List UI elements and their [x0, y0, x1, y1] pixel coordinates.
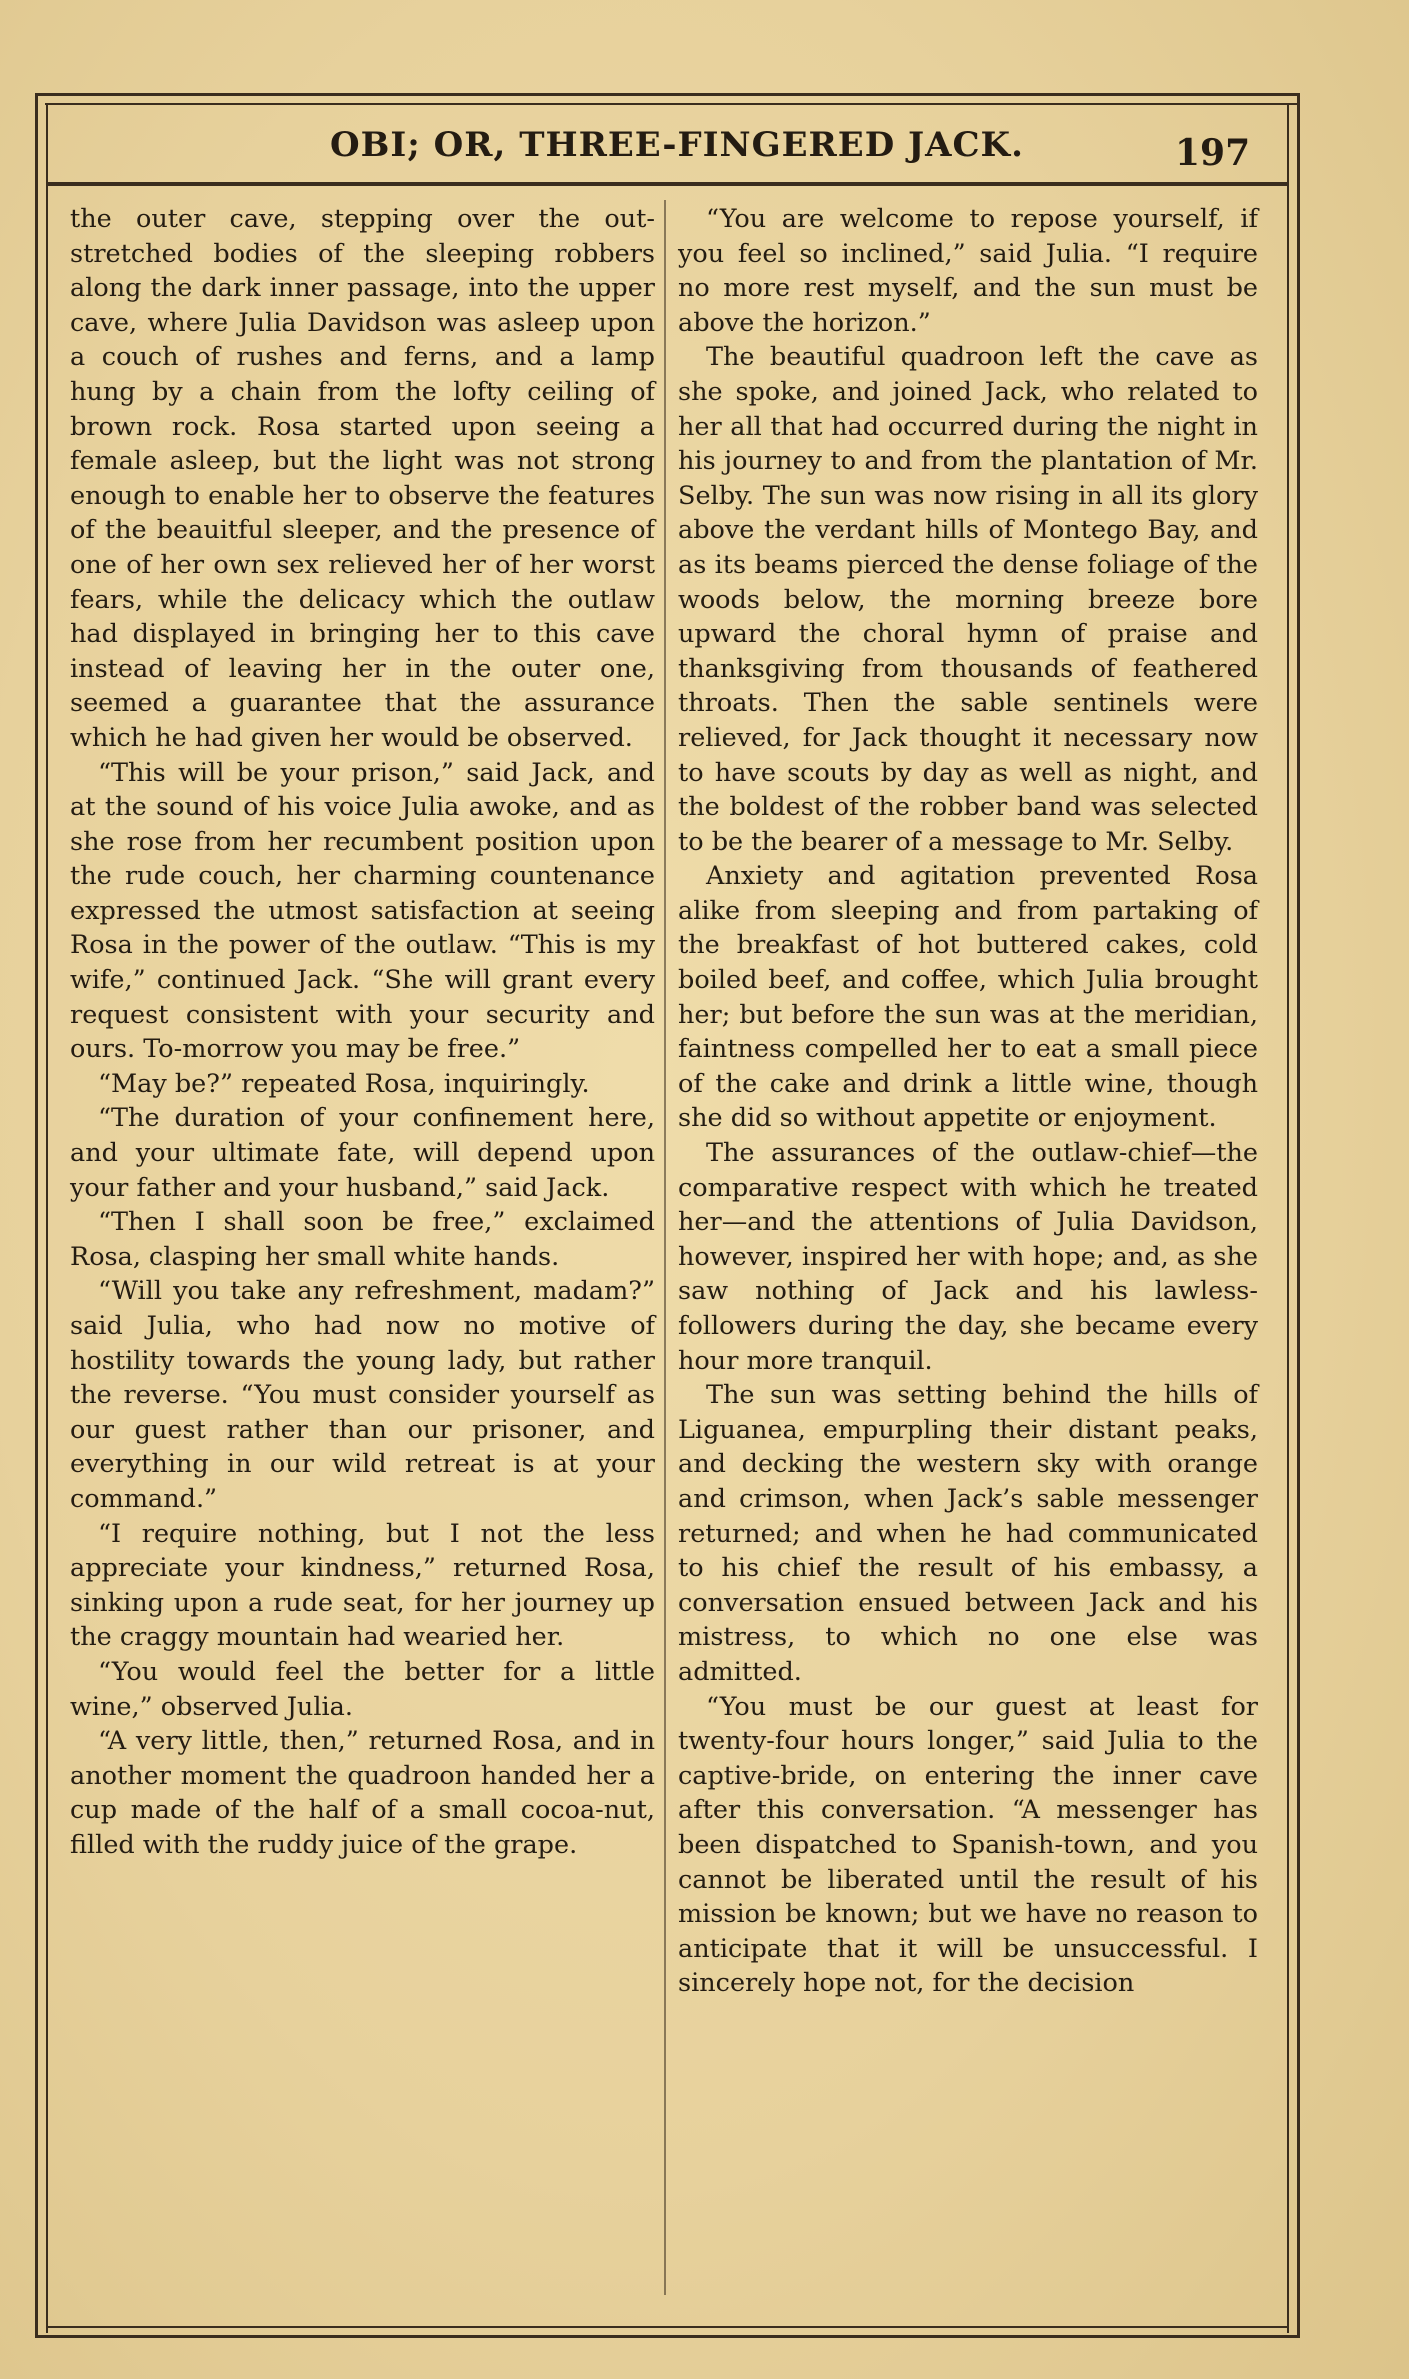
right-border-rule — [1297, 93, 1300, 2338]
column-divider — [664, 200, 666, 2295]
paragraph: “You are welcome to repose yourself, if you feel so inclined,” said Julia. “I require no more rest myself, and the sun must be above the horizon.” — [678, 204, 1258, 338]
page-number: 197 — [1175, 132, 1251, 174]
left-inner-rule — [46, 103, 48, 2333]
right-text-column — [678, 202, 1258, 2001]
paragraph: “This will be your prison,” said Jack, and at the sound of his voice Julia awoke, and as she rose from her recumbent position upon the rude couch, her charming countenance expressed the utmost satisfaction at seeing Rosa in the power of the outlaw. “This is my wife,” continued Jack. “She will grant every request consistent with your security and ours. To-morrow you may be free.” — [70, 757, 655, 1065]
paragraph: “May be?” repeated Rosa, inquiringly. — [98, 1068, 590, 1099]
paragraph: Anxiety and agitation prevented Rosa alike from sleeping and from partaking of the breakfast of hot buttered cakes, cold boiled beef, and coffee, which Julia brought her; but before the sun was at the meridian, faintness compelled her to eat a small piece of the cake and drink a little wine, though she did so without appetite or enjoyment. — [678, 861, 1258, 1134]
paragraph: “Will you take any refreshment, madam?” said Julia, who had now no motive of hostility towards the young lady, but rather the reverse. “You must consider yourself as our guest rather than our prisoner, and everything in our wild retreat is at your command.” — [70, 1276, 655, 1514]
left-text-column — [70, 202, 655, 1863]
left-border-rule — [35, 93, 38, 2338]
bottom-border-rule — [35, 2335, 1300, 2338]
paragraph: The beautiful quadroon left the cave as she spoke, and joined Jack, who related to her all that had occurred during the night in his journey to and from the plantation of Mr. Selby. The sun was now rising in all its glory above the verdant hills of Montego Bay, and as its beams pierced the dense foliage of the woods below, the morning breeze bore upward the choral hymn of praise and thanksgiving from thousands of feathered throats. Then the sable sentinels were relieved, for Jack thought it necessary now to have scouts by day as well as night, and the boldest of the robber band was selected to be the bearer of a message to Mr. Selby. — [678, 342, 1258, 857]
right-inner-rule — [1287, 103, 1289, 2333]
paragraph: “You would feel the better for a little wine,” observed Julia. — [70, 1656, 655, 1722]
top-border-rule — [35, 93, 1300, 96]
paragraph: “You must be our guest at least for twenty-four hours longer,” said Julia to the captive-bride, on entering the inner cave after this conversation. “A messenger has been dispatched to Spanish-town, and you cannot be liberated until the result of his mission be known; but we have no reason to anticipate that it will be unsuccessful. I sincerely hope not, for the decision — [678, 1691, 1258, 1999]
header-rule — [46, 182, 1287, 186]
paragraph: The assurances of the outlaw-chief—the comparative respect with which he treated her—and the attentions of Julia Davidson, however, inspired her with hope; and, as she saw nothing of Jack and his lawless-followers during the day, she became every hour more tranquil. — [678, 1138, 1258, 1376]
paragraph: The sun was setting behind the hills of Liguanea, empurpling their distant peaks, and decking the western sky with orange and crimson, when Jack’s sable messenger returned; and when he had communicated to his chief the result of his embassy, a conversation ensued between Jack and his mistress, to which no one else was admitted. — [678, 1380, 1258, 1687]
top-inner-rule — [45, 103, 1300, 105]
paragraph: “A very little, then,” returned Rosa, and in another moment the quadroon handed her a cup made of the half of a small cocoa-nut, filled with the ruddy juice of the grape. — [70, 1726, 655, 1860]
paragraph: “The duration of your confinement here, and your ultimate fate, will depend upon your father and your husband,” said Jack. — [70, 1103, 655, 1203]
paragraph: “Then I shall soon be free,” exclaimed Rosa, clasping her small white hands. — [70, 1207, 655, 1272]
paragraph: the outer cave, stepping over the out-stretched bodies of the sleeping robbers along the dark inner passage, into the upper cave, where Julia Davidson was asleep upon a couch of rushes and ferns, and a lamp hung by a chain from the lofty ceiling of brown rock. Rosa started upon seeing a female asleep, but the light was not strong enough to enable her to observe the features of the beauitful sleeper, and the presence of one of her own sex relieved her of her worst fears, while the delicacy which the outlaw had displayed in bringing her to this cave instead of leaving her in the outer one, seemed a guarantee that the assurance which he had given her would be observed. — [70, 204, 655, 753]
paragraph: “I require nothing, but I not the less appreciate your kindness,” returned Rosa, sinking upon a rude seat, for her journey up the craggy mountain had wearied her. — [70, 1518, 655, 1653]
bottom-inner-rule — [46, 2326, 1287, 2328]
running-header-title: OBI; OR, THREE-FINGERED JACK. — [330, 125, 1024, 165]
